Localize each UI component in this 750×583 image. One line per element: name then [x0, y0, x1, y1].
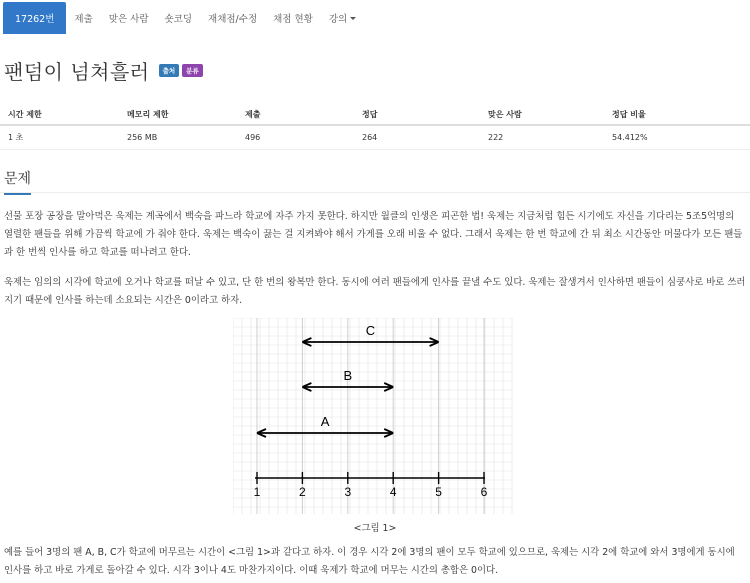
interval-b-label: B — [343, 368, 353, 383]
info-header-row — [0, 105, 750, 125]
chevron-down-icon — [350, 17, 356, 20]
header-memory-limit: 메모리 제한 — [119, 105, 237, 125]
problem-info-table — [0, 105, 750, 150]
value-submissions: 496 — [237, 125, 354, 149]
value-time-limit: 1 초 — [0, 125, 119, 149]
value-solved-users: 222 — [480, 125, 604, 149]
figure-axis-ticks — [254, 472, 488, 499]
axis-tick-label: 1 — [253, 485, 261, 499]
interval-c-label: C — [365, 323, 376, 338]
section-divider — [0, 192, 750, 193]
problem-paragraph-3: 예를 들어 3명의 팬 A, B, C가 학교에 머무르는 시간이 <그림 1>과 같다고 하자. 이 경우 시각 2에 3명의 팬이 모두 학교에 있으므로, 욱제는 시각 2에 학교에 와서 3명에게 동시에 인사를 하고 바로 가게로 돌아갈 수 있다. 시각 3이나 4도 마찬가지이다. 이때 욱제가 학교에 머무는 시간의 총합은 0이다. — [4, 547, 735, 576]
figure-grid — [233, 318, 513, 514]
nav-solved-users[interactable]: 맞은 사람 — [108, 14, 149, 25]
nav-submit[interactable]: 제출 — [74, 14, 93, 25]
header-submissions: 제출 — [237, 105, 354, 125]
value-memory-limit: 256 MB — [119, 125, 237, 149]
problem-paragraph-2: 욱제는 임의의 시각에 학교에 오거나 학교를 떠날 수 있고, 단 한 번의 왕복만 한다. 동시에 여러 팬들에게 인사를 끝낼 수도 있다. 욱제는 잘생겨서 인사하면 팬들이 심쿵사로 바로 쓰러지기 때문에 인사를 하는데 소요되는 시간은 0이라고 하자. — [4, 277, 746, 306]
header-time-limit: 시간 제한 — [0, 105, 119, 125]
nav-lecture-label: 강의 — [328, 14, 348, 25]
header-accepted: 정답 — [354, 105, 480, 125]
title-row — [4, 55, 203, 85]
info-value-row — [0, 125, 750, 149]
nav-rejudge[interactable]: 재채점/수정 — [208, 14, 258, 25]
header-solved-users: 맞은 사람 — [480, 105, 604, 125]
page-title: 팬덤이 넘쳐흘러 — [4, 59, 150, 84]
section-heading: 문제 — [4, 168, 31, 195]
axis-tick-label: 4 — [389, 485, 397, 499]
source-label[interactable]: 출처 — [159, 64, 180, 77]
category-label[interactable]: 분류 — [182, 64, 203, 77]
axis-tick-label: 2 — [299, 485, 306, 499]
interval-a-label: A — [320, 414, 330, 429]
nav-problem-number[interactable]: 17262번 — [3, 2, 66, 34]
interval-figure — [233, 318, 513, 514]
problem-paragraph-1: 선물 포장 공장을 말아먹은 욱제는 계곡에서 백숙을 파느라 학교에 자주 가지 못한다. 하지만 월클의 인생은 피곤한 법! 욱제는 지금처럼 힘든 시기에도 자신을 기다리는 5조5억명의 열렬한 팬들을 위해 가끔씩 학교에 가 줘야 한다. 욱제는 백숙이 끓는 걸 지켜봐야 해서 가게를 오래 비울 수 없다. 그래서 욱제는 한 번 학교에 간 뒤 최소 시간동안 머물다가 모든 팬들과 한 번씩 인사를 하고 학교를 떠나려고 한다. — [4, 211, 743, 258]
problem-nav — [0, 0, 750, 36]
value-accept-rate: 54.412% — [604, 125, 750, 149]
figure-caption: <그림 1> — [353, 523, 397, 534]
value-accepted: 264 — [354, 125, 480, 149]
axis-tick-label: 3 — [344, 485, 352, 499]
nav-short-coding[interactable]: 숏코딩 — [164, 14, 193, 25]
axis-tick-label: 5 — [435, 485, 442, 499]
header-accept-rate: 정답 비율 — [604, 105, 750, 125]
nav-lecture-dropdown[interactable] — [321, 0, 364, 36]
axis-tick-label: 6 — [480, 485, 488, 499]
nav-status[interactable]: 채점 현황 — [273, 14, 313, 25]
